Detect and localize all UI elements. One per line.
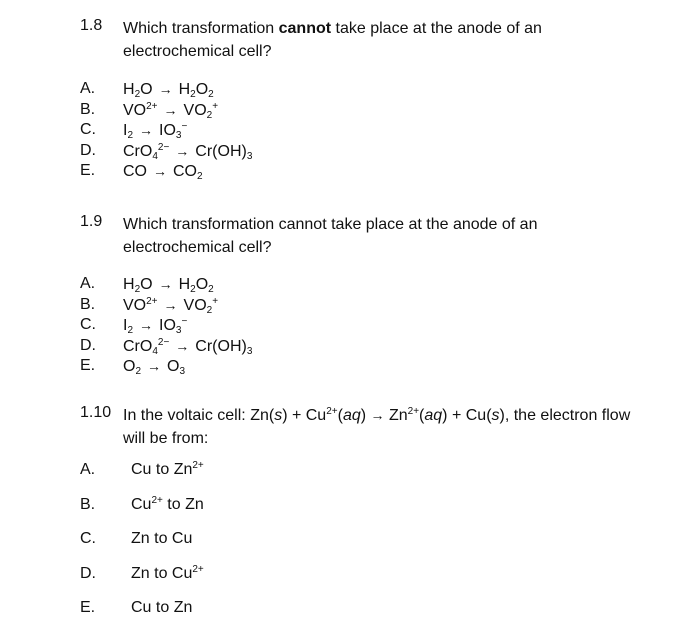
option-letter: A.: [80, 80, 96, 97]
question-text-intro: In the voltaic cell:: [123, 407, 246, 424]
option-letter: C.: [80, 316, 96, 333]
option-text: $Cu^{2+}$ to Zn: [131, 494, 204, 513]
question-number: 1.8: [80, 17, 103, 34]
question-text: [123, 17, 643, 63]
option-letter: C.: [80, 121, 96, 138]
option-text: Zn to Cu: [131, 530, 193, 547]
formula: $H_2O \to H_2O_2$: [123, 276, 214, 295]
question-text: Which transformation cannot take place at the anode of an electrochemical cell?: [123, 216, 538, 256]
option-letter: C.: [80, 530, 96, 547]
formula: $VO^{2+} \to VO_2^+$: [123, 100, 219, 121]
question-number: 1.10: [80, 404, 112, 421]
formula: $CrO_4^{2-} \to Cr(OH)_3$: [123, 336, 253, 357]
formula: $VO^{2+} \to VO_2^+$: [123, 295, 219, 316]
formula: CO → $CO_2$: [123, 163, 203, 182]
cell-reaction: $Zn(s) + Cu^{2+}(aq) \to Zn^{2+}(aq) + Cu(s)$: [250, 406, 505, 424]
option-letter: D.: [80, 564, 96, 582]
formula: $I_2 \to IO_3^-$: [123, 121, 188, 141]
option-letter: B.: [80, 295, 96, 313]
question-number: 1.9: [80, 213, 103, 230]
formula: $H_2O \to H_2O_2$: [123, 81, 214, 100]
option-letter: E.: [80, 162, 96, 179]
question-text: [123, 404, 653, 450]
option-letter: D.: [80, 141, 96, 159]
option-letter: A.: [80, 275, 96, 292]
formula: $CrO_4^{2-} \to Cr(OH)_3$: [123, 141, 253, 162]
option-text: Cu to Zn: [131, 599, 193, 616]
formula: $I_2 \to IO_3^-$: [123, 316, 188, 336]
option-letter: E.: [80, 599, 96, 616]
question-text-part2: take place at the anode of an electrochemical cell?: [123, 20, 542, 60]
option-letter: A.: [80, 461, 96, 478]
option-letter: B.: [80, 100, 96, 118]
question-text-outro: , the electron flow will be from:: [123, 407, 631, 447]
option-text: Zn to $Cu^{2+}$: [131, 563, 204, 582]
option-letter: E.: [80, 357, 96, 374]
formula: $O_2 \to O_3$: [123, 358, 186, 377]
option-text: Cu to $Zn^{2+}$: [131, 460, 204, 478]
option-letter: B.: [80, 495, 96, 513]
question-text-part1: Which transformation: [123, 20, 275, 37]
option-letter: D.: [80, 336, 96, 354]
question-text-emphasis: cannot: [278, 20, 332, 37]
